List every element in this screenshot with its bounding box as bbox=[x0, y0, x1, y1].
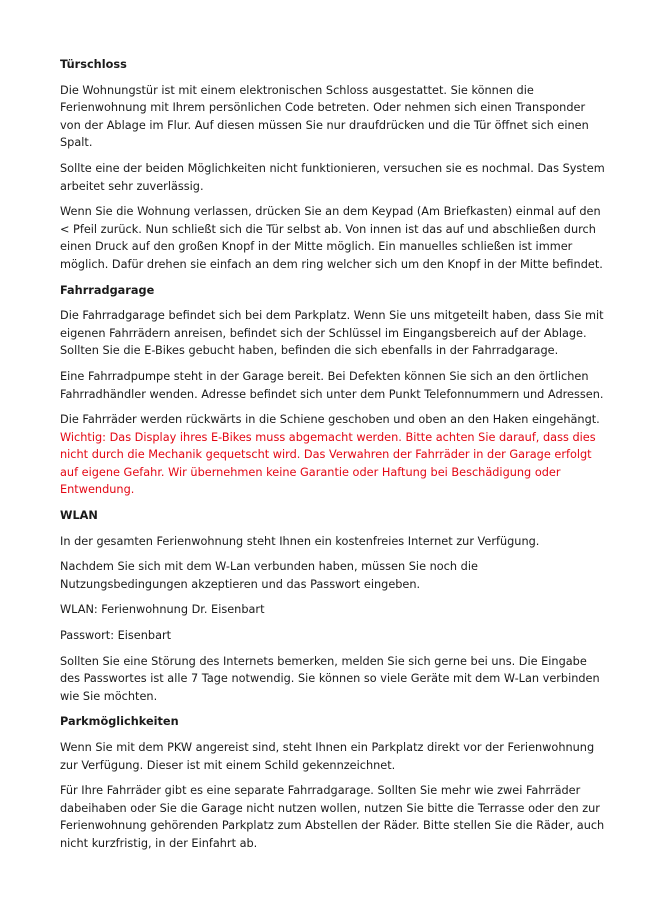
paragraph-wlan-2: Nachdem Sie sich mit dem W-Lan verbunden haben, müssen Sie noch die Nutzungsbedingungen akzeptieren und das Passwort eingeben. bbox=[60, 560, 478, 591]
section-fahrradgarage bbox=[60, 282, 608, 500]
paragraph-fahrradgarage-3 bbox=[60, 411, 608, 499]
wlan-password: Passwort: Eisenbart bbox=[60, 629, 172, 643]
heading-fahrradgarage: Fahrradgarage bbox=[60, 283, 155, 297]
paragraph-parken-1: Wenn Sie mit dem PKW angereist sind, steht Ihnen ein Parkplatz direkt vor der Ferienwohnung zur Verfügung. Dieser ist mit einem Schild gekennzeichnet. bbox=[60, 741, 595, 772]
paragraph-wlan-3: Sollten Sie eine Störung des Internets bemerken, melden Sie sich gerne bei uns. Die Eingabe des Passwortes ist alle 7 Tage notwendig. Sie können so viele Geräte mit dem W-Lan verbinden wie Sie möchten. bbox=[60, 654, 600, 703]
paragraph-parken-2: Für Ihre Fahrräder gibt es eine separate Fahrradgarage. Sollten Sie mehr wie zwei Fahrräder dabeihaben oder Sie die Garage nicht nutzen wollen, nutzen Sie bitte die Terrasse oder den zur Ferienwohnung gehörenden Parkplatz zum Abstellen der Räder. Bitte stellen Sie die Räder, auch nicht kurzfristig, in der Einfahrt ab. bbox=[60, 784, 605, 850]
paragraph-fahrradgarage-2: Eine Fahrradpumpe steht in der Garage bereit. Bei Defekten können Sie sich an den örtlichen Fahrradhändler wenden. Adresse befindet sich unter dem Punkt Telefonnummern und Adressen. bbox=[60, 369, 604, 401]
section-tuerschloss bbox=[60, 56, 608, 274]
paragraph-tuerschloss-3: Wenn Sie die Wohnung verlassen, drücken Sie an dem Keypad (Am Briefkasten) einmal auf den < Pfeil zurück. Nun schließt sich die Tür selbst ab. Von innen ist das auf und abschließen durch einen Druck auf den großen Knopf in der Mitte möglich. Ein manuelles schließen ist immer möglich. Dafür drehen sie einfach an dem ring welcher sich um den Knopf in der Mitte befindet. bbox=[60, 205, 603, 271]
paragraph-fahrradgarage-1: Die Fahrradgarage befindet sich bei dem Parkplatz. Wenn Sie uns mitgeteilt haben, dass Sie mit eigenen Fahrrädern anreisen, befindet sich der Schlüssel im Eingangsbereich auf der Ablage. Sollten Sie die E-Bikes gebucht haben, befinden die sich ebenfalls in der Fahrradgarage. bbox=[60, 309, 604, 358]
heading-parkmoeglichkeiten: Parkmöglichkeiten bbox=[60, 715, 179, 729]
paragraph-fahrradgarage-3-text: Die Fahrräder werden rückwärts in die Schiene geschoben und oben an den Haken eingehängt. bbox=[60, 413, 600, 427]
document-page bbox=[60, 56, 608, 861]
paragraph-tuerschloss-1: Die Wohnungstür ist mit einem elektronischen Schloss ausgestattet. Sie können die Ferienwohnung mit Ihrem persönlichen Code betreten. Oder nehmen sich einen Transponder von der Ablage im Flur. Auf diesen müssen Sie nur draufdrücken und die Tür öffnet sich einen Spalt. bbox=[60, 83, 589, 150]
wlan-network-name: WLAN: Ferienwohnung Dr. Eisenbart bbox=[60, 603, 265, 617]
paragraph-wlan-1: In der gesamten Ferienwohnung steht Ihnen ein kostenfreies Internet zur Verfügung. bbox=[60, 534, 540, 548]
warning-text: Wichtig: Das Display ihres E-Bikes muss abgemacht werden. Bitte achten Sie darauf, dass dies nicht durch die Mechanik gequetscht wird. Das Verwahren der Fahrräder in der Garage erfolgt auf eigene Gefahr. Wir übernehmen keine Garantie oder Haftung bei Beschädigung oder Entwendung. bbox=[60, 430, 596, 497]
heading-tuerschloss: Türschloss bbox=[60, 58, 127, 71]
paragraph-tuerschloss-2: Sollte eine der beiden Möglichkeiten nicht funktionieren, versuchen sie es nochmal. Das System arbeitet sehr zuverlässig. bbox=[60, 161, 605, 193]
section-parkmoeglichkeiten bbox=[60, 713, 608, 852]
section-wlan bbox=[60, 507, 608, 705]
heading-wlan: WLAN bbox=[60, 509, 98, 523]
